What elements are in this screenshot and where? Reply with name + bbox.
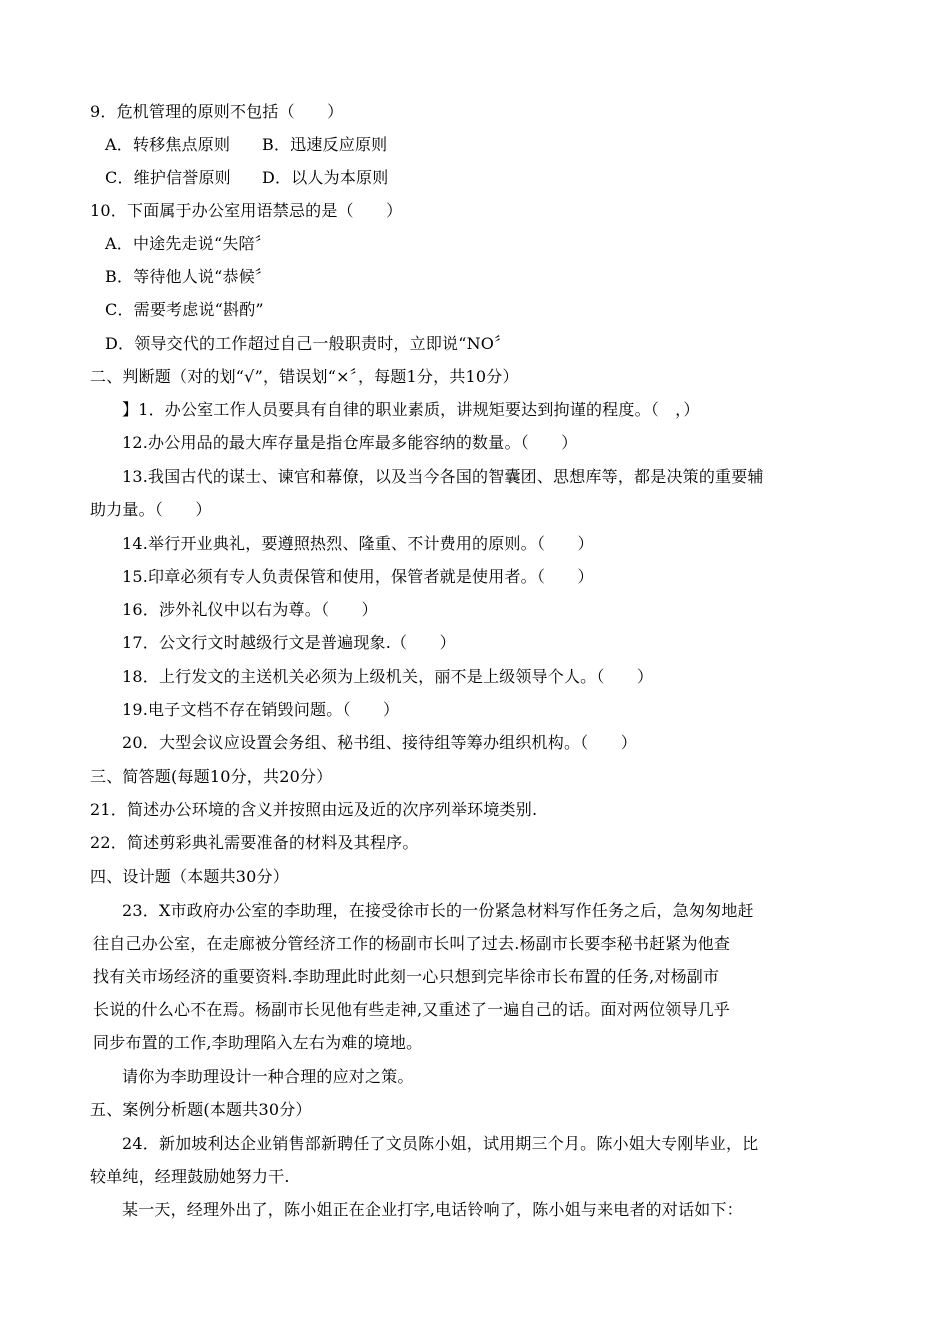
question-16: 16．涉外礼仪中以右为尊。（ ） bbox=[122, 600, 378, 619]
question-23-prompt: 请你为李助理设计一种合理的应对之策。 bbox=[122, 1067, 414, 1086]
question-17: 17．公文行文时越级行文是普遍现象.（ ） bbox=[122, 633, 456, 652]
question-13-continued: 助力量。（ ） bbox=[90, 500, 212, 519]
question-10-option-c: C．需要考虑说“斟酌” bbox=[105, 300, 264, 319]
question-12: 12.办公用品的最大库存量是指仓库最多能容纳的数量。（ ） bbox=[122, 433, 578, 452]
question-21: 21．简述办公环境的含义并按照由远及近的次序列举环境类别. bbox=[90, 800, 538, 819]
question-24-line-3: 某一天，经理外出了，陈小姐正在企业打字,电话铃响了，陈小姐与来电者的对话如下： bbox=[122, 1200, 743, 1219]
question-9-option-a: A．转移焦点原则 bbox=[105, 135, 231, 154]
question-10-option-b: B．等待他人说“恭候〞 bbox=[105, 267, 272, 286]
question-15: 15.印章必须有专人负责保管和使用，保管者就是使用者。（ ） bbox=[122, 567, 594, 586]
question-9-option-d: D．以人为本原则 bbox=[262, 168, 389, 187]
question-24-line-2: 较单纯，经理鼓励她努力干. bbox=[90, 1167, 290, 1186]
question-23-line-3: 找有关市场经济的重要资料.李助理此时此刻一心只想到完毕徐市长布置的任务,对杨副市 bbox=[93, 967, 720, 986]
question-19: 19.电子文档不存在销毁问题。（ ） bbox=[122, 700, 400, 719]
question-9-option-c: C．维护信誉原则 bbox=[105, 168, 231, 187]
question-22: 22．简述剪彩典礼需要准备的材料及其程序。 bbox=[90, 833, 419, 852]
question-23-line-5: 同步布置的工作,李助理陷入左右为难的境地。 bbox=[93, 1033, 423, 1052]
section-5-heading: 五、案例分析题(本题共30分） bbox=[90, 1100, 312, 1119]
question-14: 14.举行开业典礼，要遵照热烈、隆重、不计费用的原则。（ ） bbox=[122, 534, 594, 553]
question-10-option-a: A．中途先走说“失陪〞 bbox=[105, 234, 271, 253]
question-11: 】1．办公室工作人员要具有自律的职业素质，讲规矩要达到拘谨的程度。（ ，） bbox=[122, 400, 700, 419]
question-23-line-1: 23．X市政府办公室的李助理，在接受徐市长的一份紧急材料写作任务之后，急匆匆地赶 bbox=[122, 901, 754, 920]
section-3-heading: 三、简答题(每题10分，共20分） bbox=[90, 767, 333, 786]
question-10-option-d: D．领导交代的工作超过自己一般职责时，立即说“NO〞 bbox=[105, 334, 511, 353]
section-4-heading: 四、设计题（本题共30分） bbox=[90, 867, 289, 886]
question-13: 13.我国古代的谋士、谏官和幕僚，以及当今各国的智囊团、思想库等，都是决策的重要辅 bbox=[122, 467, 764, 486]
question-23-line-2: 往自己办公室，在走廊被分管经济工作的杨副市长叫了过去.杨副市长要李秘书赶紧为他查 bbox=[93, 934, 731, 953]
question-20: 20．大型会议应设置会务组、秘书组、接待组等筹办组织机构。（ ） bbox=[122, 733, 637, 752]
question-9-option-b: B．迅速反应原则 bbox=[262, 135, 388, 154]
question-24-line-1: 24．新加坡利达企业销售部新聘任了文员陈小姐，试用期三个月。陈小姐大专刚毕业，比 bbox=[122, 1134, 759, 1153]
section-2-heading: 二、判断题（对的划“√”，错误划“×〞，每题1分，共10分） bbox=[90, 367, 519, 386]
question-23-line-4: 长说的什么心不在焉。杨副市长见他有些走神,又重述了一遍自己的话。面对两位领导几乎 bbox=[93, 1000, 731, 1019]
question-9-stem: 9．危机管理的原则不包括（ ） bbox=[90, 102, 344, 121]
question-18: 18．上行发文的主送机关必须为上级机关，丽不是上级领导个人。（ ） bbox=[122, 667, 654, 686]
question-10-stem: 10．下面属于办公室用语禁忌的是（ ） bbox=[90, 201, 403, 220]
